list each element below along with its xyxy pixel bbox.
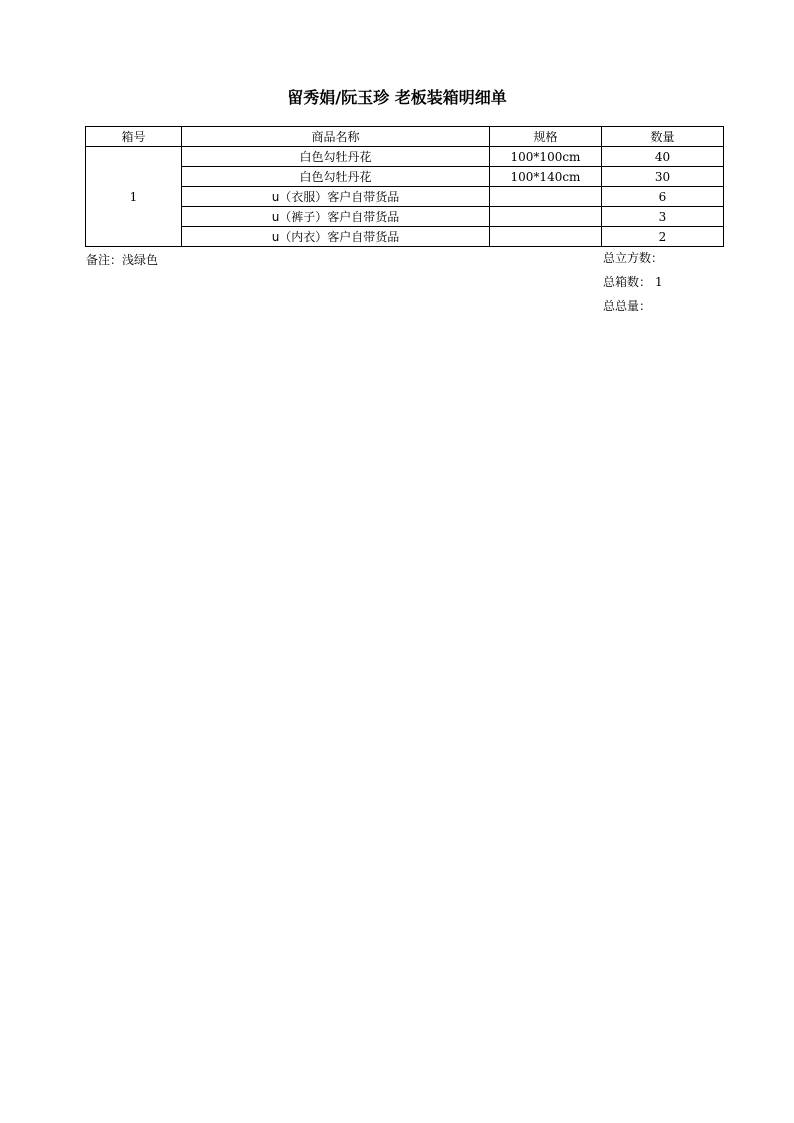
total-boxes-line	[603, 273, 663, 290]
product-name-cell: u（内衣）客户自带货品	[182, 227, 490, 247]
quantity-cell: 40	[602, 147, 724, 167]
quantity-cell: 6	[602, 187, 724, 207]
column-header-box-number: 箱号	[86, 127, 182, 147]
total-weight-label: 总总量：	[603, 299, 652, 313]
quantity-cell: 2	[602, 227, 724, 247]
column-header-product-name: 商品名称	[182, 127, 490, 147]
total-boxes-value: 1	[655, 275, 663, 289]
total-boxes-label: 总箱数：	[603, 275, 652, 289]
column-header-spec: 规格	[490, 127, 602, 147]
product-name-cell: 白色勾牡丹花	[182, 167, 490, 187]
packing-list-table	[85, 126, 724, 247]
spec-cell	[490, 227, 602, 247]
total-volume-line	[603, 249, 667, 266]
product-name-cell: u（裤子）客户自带货品	[182, 207, 490, 227]
spec-cell: 100*100cm	[490, 147, 602, 167]
total-weight-line	[603, 297, 655, 314]
remark-note: 备注：浅绿色	[86, 253, 159, 267]
product-name-cell: 白色勾牡丹花	[182, 147, 490, 167]
table-row	[86, 207, 724, 227]
spec-cell	[490, 187, 602, 207]
box-number-cell: 1	[86, 147, 182, 247]
total-volume-label: 总立方数：	[603, 251, 664, 265]
table-header-row	[86, 127, 724, 147]
document-title: 留秀娟/阮玉珍 老板装箱明细单	[287, 88, 507, 107]
column-header-quantity: 数量	[602, 127, 724, 147]
spec-cell: 100*140cm	[490, 167, 602, 187]
table-row	[86, 227, 724, 247]
spec-cell	[490, 207, 602, 227]
product-name-cell: u（衣服）客户自带货品	[182, 187, 490, 207]
table-row	[86, 167, 724, 187]
table-row	[86, 187, 724, 207]
quantity-cell: 30	[602, 167, 724, 187]
quantity-cell: 3	[602, 207, 724, 227]
table-row	[86, 147, 724, 167]
